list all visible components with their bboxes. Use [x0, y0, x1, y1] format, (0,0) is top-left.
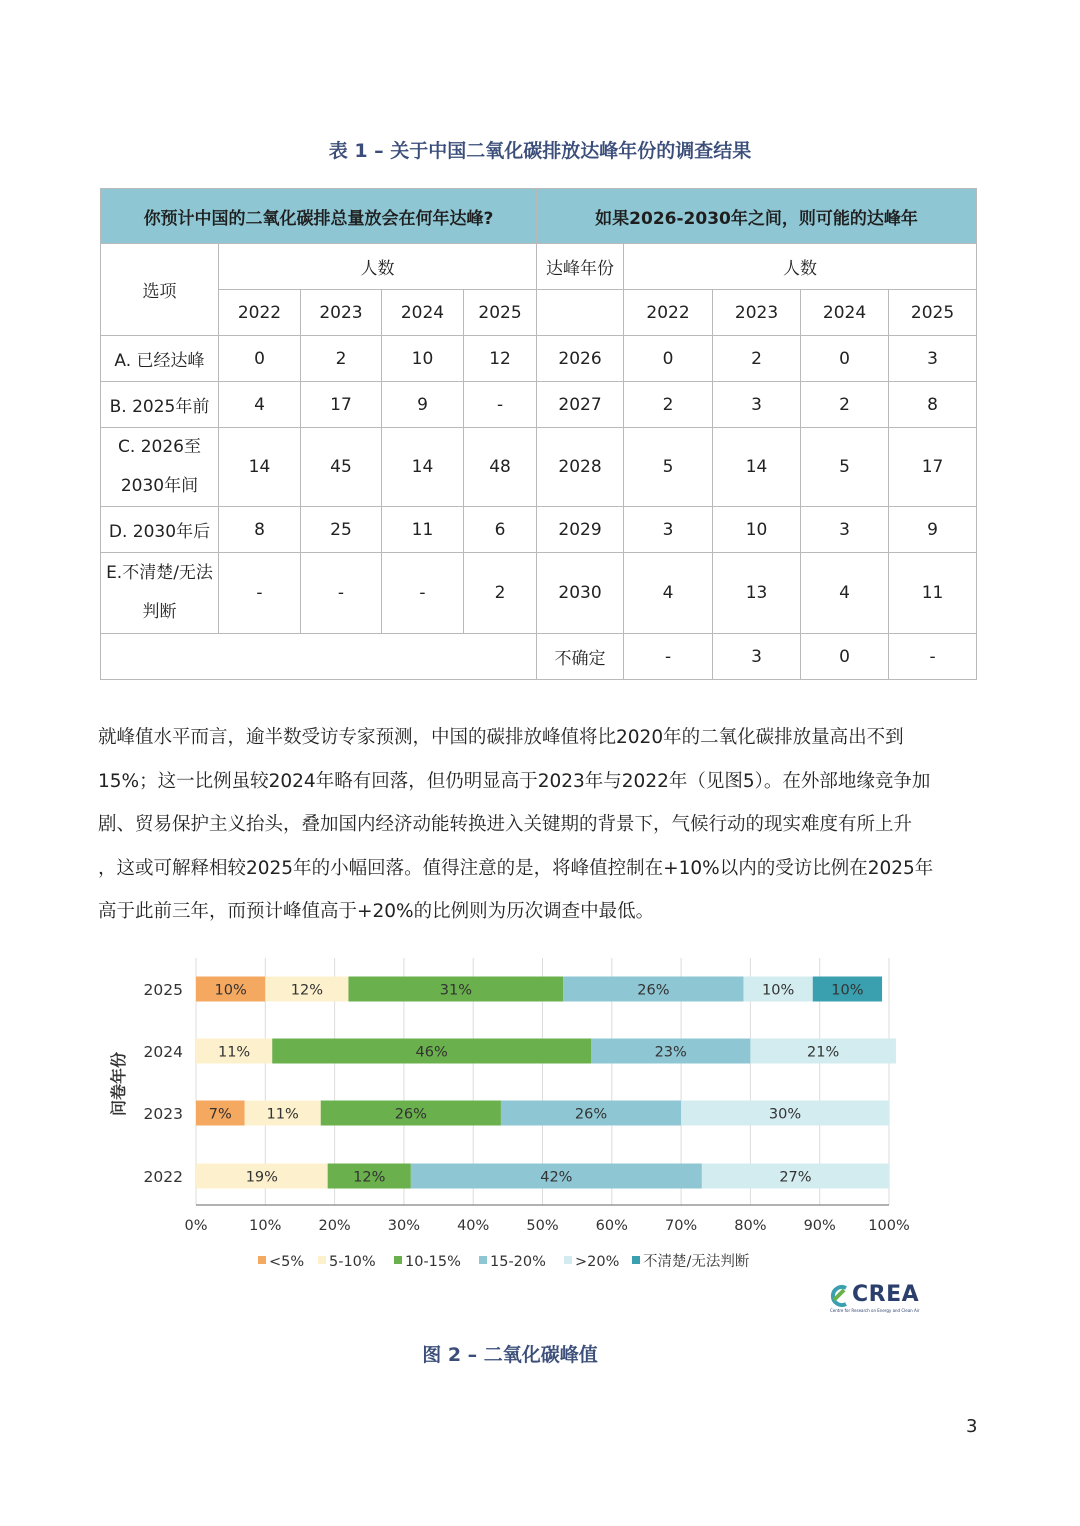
- value-cell: 2: [713, 336, 801, 382]
- data-label: 26%: [637, 982, 670, 999]
- data-label: 10%: [831, 982, 864, 999]
- data-label: 46%: [415, 1044, 448, 1061]
- legend-swatch: [394, 1256, 402, 1264]
- value-cell: 17: [889, 428, 977, 507]
- data-label: 23%: [654, 1044, 687, 1061]
- paragraph-line: 剧、贸易保护主义抬头，叠加国内经济动能转换进入关键期的背景下，气候行动的现实难度有所上升: [98, 814, 913, 835]
- data-label: 19%: [245, 1169, 278, 1186]
- option-line: E.不清楚/无法: [106, 563, 213, 583]
- tick-label: 0%: [184, 1218, 208, 1234]
- year-header: 2025: [889, 290, 977, 336]
- value-cell: 25: [301, 507, 382, 553]
- table-title: 表 1 – 关于中国二氧化碳排放达峰年份的调查结果: [328, 140, 752, 162]
- legend-swatch: [479, 1256, 487, 1264]
- value-cell: -: [624, 634, 713, 680]
- legend-label: <5%: [269, 1254, 305, 1270]
- value-cell: 9: [382, 382, 464, 428]
- table-row: [101, 553, 977, 634]
- data-label: 10%: [214, 982, 247, 999]
- value-cell: 10: [382, 336, 464, 382]
- value-cell: 10: [713, 507, 801, 553]
- value-cell: 5: [801, 428, 889, 507]
- year-header: 2022: [219, 290, 301, 336]
- value-cell: 0: [219, 336, 301, 382]
- value-cell: 2: [301, 336, 382, 382]
- value-cell: 2: [624, 382, 713, 428]
- table-row: [101, 382, 977, 428]
- legend-swatch: [632, 1256, 640, 1264]
- empty-cell: [537, 290, 624, 336]
- value-cell: -: [464, 382, 537, 428]
- legend-swatch: [258, 1256, 266, 1264]
- tick-label: 90%: [803, 1218, 836, 1234]
- value-cell: 5: [624, 428, 713, 507]
- legend-swatch: [564, 1256, 572, 1264]
- data-label: 12%: [353, 1169, 386, 1186]
- value-cell: -: [382, 553, 464, 634]
- tick-label: 60%: [595, 1218, 628, 1234]
- body-paragraph: [98, 716, 982, 934]
- stacked-bar-chart: [0, 940, 1080, 1280]
- paragraph-line: 15%；这一比例虽较2024年略有回落，但仍明显高于2023年与2022年（见图5）。在外部地缘竞争加: [98, 770, 931, 792]
- legend-swatch: [318, 1256, 326, 1264]
- tick-label: 20%: [318, 1218, 351, 1234]
- count-header-right: 人数: [624, 244, 977, 290]
- value-cell: 4: [801, 553, 889, 634]
- survey-table: [100, 188, 977, 680]
- value-cell: 48: [464, 428, 537, 507]
- data-label: 10%: [762, 982, 795, 999]
- year-header: 2024: [801, 290, 889, 336]
- crea-logo: [828, 1282, 928, 1316]
- value-cell: 2: [801, 382, 889, 428]
- data-label: 30%: [768, 1106, 802, 1123]
- value-cell: 3: [801, 507, 889, 553]
- tick-label: 30%: [387, 1218, 421, 1234]
- value-cell: 0: [801, 634, 889, 680]
- paragraph-line: 高于此前三年，而预计峰值高于+20%的比例则为历次调查中最低。: [98, 901, 655, 922]
- peak-year-cell: 2030: [537, 553, 624, 634]
- data-label: 27%: [779, 1169, 812, 1186]
- value-cell: 45: [301, 428, 382, 507]
- value-cell: 3: [713, 634, 801, 680]
- value-cell: 14: [382, 428, 464, 507]
- value-cell: 4: [219, 382, 301, 428]
- option-line: 判断: [142, 602, 177, 622]
- legend-label: 不清楚/无法判断: [643, 1254, 750, 1270]
- value-cell: 14: [713, 428, 801, 507]
- peak-year-cell: 2026: [537, 336, 624, 382]
- peak-year-cell: 2028: [537, 428, 624, 507]
- paragraph-line: ，这或可解释相较2025年的小幅回落。值得注意的是，将峰值控制在+10%以内的受访比例在2025年: [98, 857, 934, 879]
- category-label: 2022: [143, 1168, 183, 1186]
- logo-text: CREA: [852, 1282, 920, 1307]
- value-cell: 14: [219, 428, 301, 507]
- legend-label: 15-20%: [490, 1254, 546, 1270]
- value-cell: -: [219, 553, 301, 634]
- value-cell: -: [889, 634, 977, 680]
- data-label: 11%: [266, 1106, 299, 1123]
- value-cell: 13: [713, 553, 801, 634]
- year-header: 2023: [713, 290, 801, 336]
- data-label: 31%: [439, 982, 472, 999]
- logo-subtitle: Centre for Research on Energy and Clean Air: [830, 1308, 920, 1313]
- peak-year-cell: 2029: [537, 507, 624, 553]
- value-cell: 17: [301, 382, 382, 428]
- table-row: [101, 336, 977, 382]
- year-header: 2024: [382, 290, 464, 336]
- value-cell: -: [301, 553, 382, 634]
- value-cell: 12: [464, 336, 537, 382]
- category-label: 2024: [143, 1043, 183, 1061]
- option-cell: [101, 428, 219, 507]
- data-label: 7%: [208, 1106, 232, 1123]
- value-cell: 0: [624, 336, 713, 382]
- empty-cell: [101, 634, 537, 680]
- y-axis-label: 问卷年份: [109, 1051, 128, 1117]
- paragraph-line: 就峰值水平而言，逾半数受访专家预测，中国的碳排放峰值将比2020年的二氧化碳排放量高出不到: [98, 727, 904, 748]
- option-cell: B. 2025年前: [101, 382, 219, 428]
- category-label: 2023: [143, 1105, 183, 1123]
- value-cell: 3: [889, 336, 977, 382]
- table-row: [101, 507, 977, 553]
- legend-label: 5-10%: [329, 1254, 376, 1270]
- right-header: 如果2026-2030年之间，则可能的达峰年: [537, 189, 977, 244]
- value-cell: 8: [889, 382, 977, 428]
- tick-label: 50%: [526, 1218, 559, 1234]
- tick-label: 10%: [249, 1218, 282, 1234]
- data-label: 12%: [290, 982, 323, 999]
- tick-label: 100%: [868, 1218, 910, 1234]
- data-label: 42%: [540, 1169, 573, 1186]
- tick-label: 40%: [457, 1218, 490, 1234]
- option-header: 选项: [101, 244, 219, 336]
- peak-year-header: 达峰年份: [537, 244, 624, 290]
- option-line: 2030年间: [120, 476, 199, 496]
- option-line: C. 2026至: [118, 437, 201, 457]
- data-label: 26%: [394, 1106, 427, 1123]
- value-cell: 11: [889, 553, 977, 634]
- value-cell: 2: [464, 553, 537, 634]
- value-cell: 4: [624, 553, 713, 634]
- value-cell: 3: [624, 507, 713, 553]
- peak-year-cell: 不确定: [537, 634, 624, 680]
- value-cell: 3: [713, 382, 801, 428]
- table-row: [101, 428, 977, 507]
- tick-label: 70%: [664, 1218, 698, 1234]
- value-cell: 6: [464, 507, 537, 553]
- crea-logo-icon: [828, 1284, 850, 1308]
- tick-label: 80%: [734, 1218, 767, 1234]
- peak-year-cell: 2027: [537, 382, 624, 428]
- year-header: 2022: [624, 290, 713, 336]
- value-cell: 8: [219, 507, 301, 553]
- table-row: [101, 634, 977, 680]
- page-number: 3: [966, 1416, 978, 1437]
- legend-label: >20%: [575, 1254, 620, 1270]
- option-cell: A. 已经达峰: [101, 336, 219, 382]
- data-label: 26%: [574, 1106, 608, 1123]
- value-cell: 11: [382, 507, 464, 553]
- count-header-left: 人数: [219, 244, 537, 290]
- year-header: 2025: [464, 290, 537, 336]
- option-cell: D. 2030年后: [101, 507, 219, 553]
- legend-label: 10-15%: [405, 1254, 461, 1270]
- option-cell: [101, 553, 219, 634]
- category-label: 2025: [143, 981, 183, 999]
- figure-caption: 图 2 – 二氧化碳峰值: [422, 1344, 598, 1366]
- year-header: 2023: [301, 290, 382, 336]
- data-label: 21%: [807, 1044, 840, 1061]
- left-header: 你预计中国的二氧化碳排总量放会在何年达峰?: [101, 189, 537, 244]
- data-label: 11%: [217, 1044, 251, 1061]
- value-cell: 9: [889, 507, 977, 553]
- value-cell: 0: [801, 336, 889, 382]
